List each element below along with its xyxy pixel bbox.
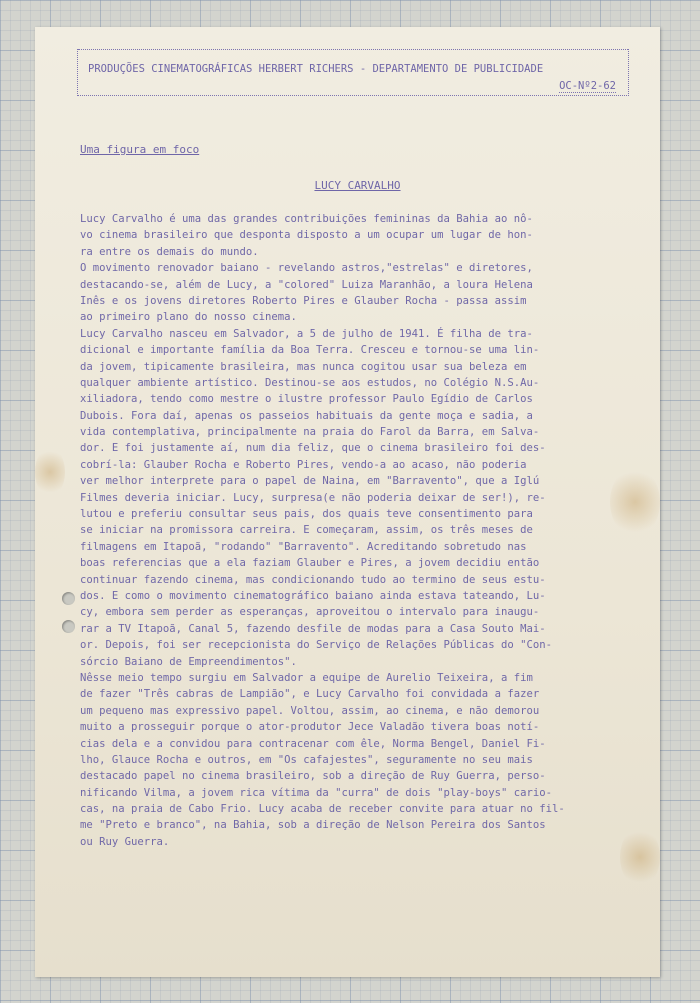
document-title: LUCY CARVALHO [314,179,401,192]
paper-stain [610,467,660,537]
body-line: nificando Vilma, a jovem rica vítima da "curra" de dois "play-boys" cario- [80,786,552,799]
punch-hole [62,620,75,633]
body-line: qualquer ambiente artístico. Destinou-se aos estudos, no Colégio N.S.Au- [80,376,540,389]
body-line: boas referencias que a ela faziam Glauber e Pires, a jovem decidiu então [80,557,540,570]
body-line: de fazer "Três cabras de Lampião", e Lucy Carvalho foi convidada a fazer [80,688,540,701]
body-line: ver melhor interprete para o papel de Naina, em "Barravento", que a Iglú [80,475,540,488]
body-line: sórcio Baiano de Empreendimentos". [80,655,297,668]
body-line: vo cinema brasileiro que desponta disposto a um ocupar um lugar de hon- [80,229,533,242]
body-line: vida contemplativa, principalmente na praia do Farol da Barra, em Salva- [80,426,540,439]
body-line: um pequeno mas expressivo papel. Voltou, assim, ao cinema, e não demorou [80,704,540,717]
body-line: destacado papel no cinema brasileiro, sob a direção de Ruy Guerra, perso- [80,770,546,783]
body-line: rar a TV Itapoã, Canal 5, fazendo desfile de modas para a Casa Souto Mai- [80,622,546,635]
body-line: Nêsse meio tempo surgiu em Salvador a equipe de Aurelio Teixeira, a fim [80,671,533,684]
body-line: lutou e preferiu consultar seus pais, dos quais teve consentimento para [80,508,533,521]
body-line: dos. E como o movimento cinematográfico baiano ainda estava tateando, Lu- [80,589,546,602]
body-line: Dubois. Fora daí, apenas os passeios habituais da gente moça e sadia, a [80,409,533,422]
letterhead-box [77,49,629,96]
body-line: Lucy Carvalho é uma das grandes contribuições femininas da Bahia ao nô- [80,213,533,225]
body-line: cy, embora sem perder as esperanças, aproveitou o intervalo para inaugu- [80,606,540,619]
body-line: dor. E foi justamente aí, num dia feliz, que o cinema brasileiro foi des- [80,442,546,455]
body-line: cobrí-la: Glauber Rocha e Roberto Pires, vendo-a ao acaso, não poderia [80,458,527,471]
paper-stain [35,447,65,497]
letterhead-text: PRODUÇÕES CINEMATOGRÁFICAS HERBERT RICHERS - DEPARTAMENTO DE PUBLICIDADE [88,63,544,75]
body-line: or. Depois, foi ser recepcionista do Serviço de Relações Públicas do "Con- [80,639,552,652]
body-line: destacando-se, além de Lucy, a "colored" Luiza Maranhão, a loura Helena [80,278,533,291]
body-line: muito a prosseguir porque o ator-produtor Jece Valadão tivera boas notí- [80,721,540,734]
punch-hole [62,592,75,605]
document-page [35,27,660,977]
body-line: cas, na praia de Cabo Frio. Lucy acaba de receber convite para atuar no fil- [80,803,565,816]
paper-stain [620,827,660,887]
body-line: Lucy Carvalho nasceu em Salvador, a 5 de julho de 1941. É filha de tra- [80,327,533,340]
body-line: se iniciar na promissora carreira. E começaram, assim, os três meses de [80,524,533,537]
body-line: cias dela e a convidou para contracenar com êle, Norma Bengel, Daniel Fi- [80,737,546,750]
body-line: Inês e os jovens diretores Roberto Pires e Glauber Rocha - passa assim [80,294,527,307]
body-line: xiliadora, tendo como mestre o ilustre professor Paulo Egídio de Carlos [80,393,533,406]
body-text [80,211,615,850]
body-line: lho, Glauce Rocha e outros, em "Os cafajestes", seguramente no seu mais [80,753,533,766]
section-title: Uma figura em foco [80,143,200,156]
body-line: ou Ruy Guerra. [80,835,170,848]
body-line: O movimento renovador baiano - revelando astros,"estrelas" e diretores, [80,262,533,275]
body-line: filmagens em Itapoã, "rodando" "Barravento". Acreditando sobretudo nas [80,540,527,553]
body-line: ao primeiro plano do nosso cinema. [80,311,297,324]
body-line: Filmes deveria iniciar. Lucy, surpresa(e não poderia deixar de ser!), re- [80,491,546,504]
body-line: continuar fazendo cinema, mas condicionando tudo ao termino de seus estu- [80,573,546,586]
document-number: OC-Nº2-62 [559,80,616,92]
body-line: me "Preto e branco", na Bahia, sob a direção de Nelson Pereira dos Santos [80,819,546,832]
body-line: ra entre os demais do mundo. [80,245,259,258]
body-line: da jovem, tipicamente brasileira, mas nunca cogitou usar sua beleza em [80,360,527,373]
body-line: dicional e importante família da Boa Terra. Cresceu e tornou-se uma lin- [80,344,540,357]
